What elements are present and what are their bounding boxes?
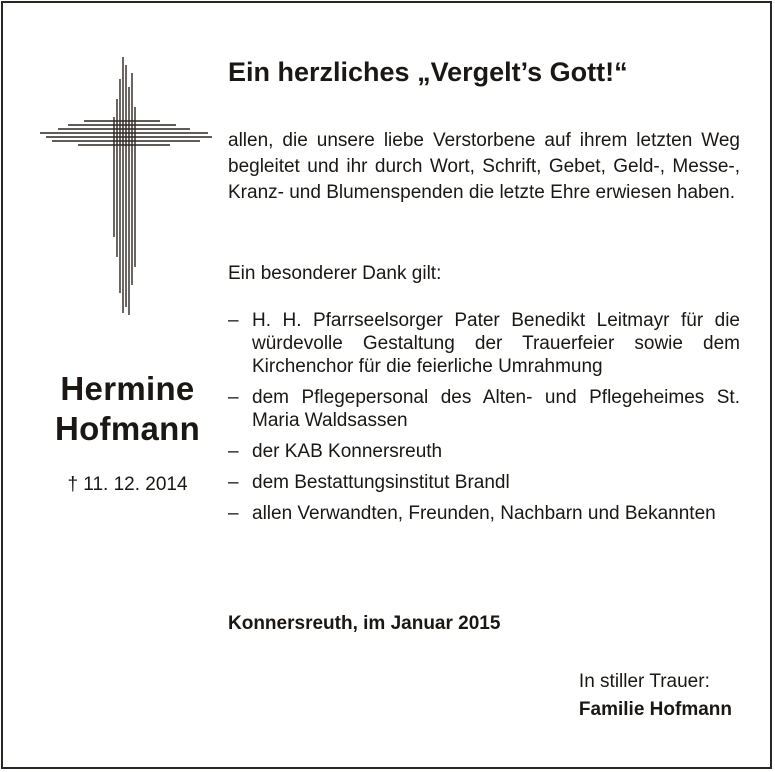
list-dash: – [228, 310, 239, 331]
death-date: 11. 12. 2014 [83, 474, 188, 495]
death-date-line [25, 473, 230, 497]
thanks-heading: Ein besonderer Dank gilt: [228, 263, 442, 284]
cross-icon [40, 57, 212, 315]
notice-frame [1, 1, 772, 769]
list-item-text: dem Bestattungsinstitut Brandl [252, 472, 510, 493]
signature-block [579, 668, 732, 724]
thanks-list [228, 309, 740, 533]
list-item-text: H. H. Pfarrseelsorger Pater Benedikt Leitmayr für die würdevolle Gestaltung der Trauerfeier sowie dem Kirchenchor für die feierliche Umrahmung [252, 310, 740, 377]
list-item-text: dem Pflegepersonal des Alten- und Pflegeheimes St. Maria Waldsassen [252, 387, 740, 431]
notice-title: Ein herzliches „Vergelt’s Gott!“ [228, 57, 628, 87]
list-dash: – [228, 387, 239, 408]
deceased-first-name: Hermine [60, 370, 195, 407]
list-item [228, 502, 740, 525]
list-item [228, 440, 740, 463]
list-dash: – [228, 472, 239, 493]
list-dash: – [228, 441, 239, 462]
list-item [228, 309, 740, 378]
deceased-name [25, 369, 230, 449]
list-item-text: allen Verwandten, Freunden, Nachbarn und Bekannten [252, 503, 716, 524]
list-item-text: der KAB Konnersreuth [252, 441, 443, 462]
place-date: Konnersreuth, im Januar 2015 [228, 613, 501, 634]
deceased-last-name: Hofmann [54, 410, 201, 447]
death-symbol: † [67, 474, 79, 495]
mourning-label: In stiller Trauer: [578, 671, 710, 692]
family-name: Familie Hofmann [578, 699, 732, 720]
list-item [228, 386, 740, 432]
list-item [228, 471, 740, 494]
intro-paragraph: allen, die unsere liebe Verstorbene auf ihrem letzten Weg begleitet und ihr durch Wort, Schrift, Gebet, Geld-, Messe-, Kranz- und Blumenspenden die letzte Ehre erwiesen haben. [228, 130, 740, 203]
list-dash: – [228, 503, 239, 524]
